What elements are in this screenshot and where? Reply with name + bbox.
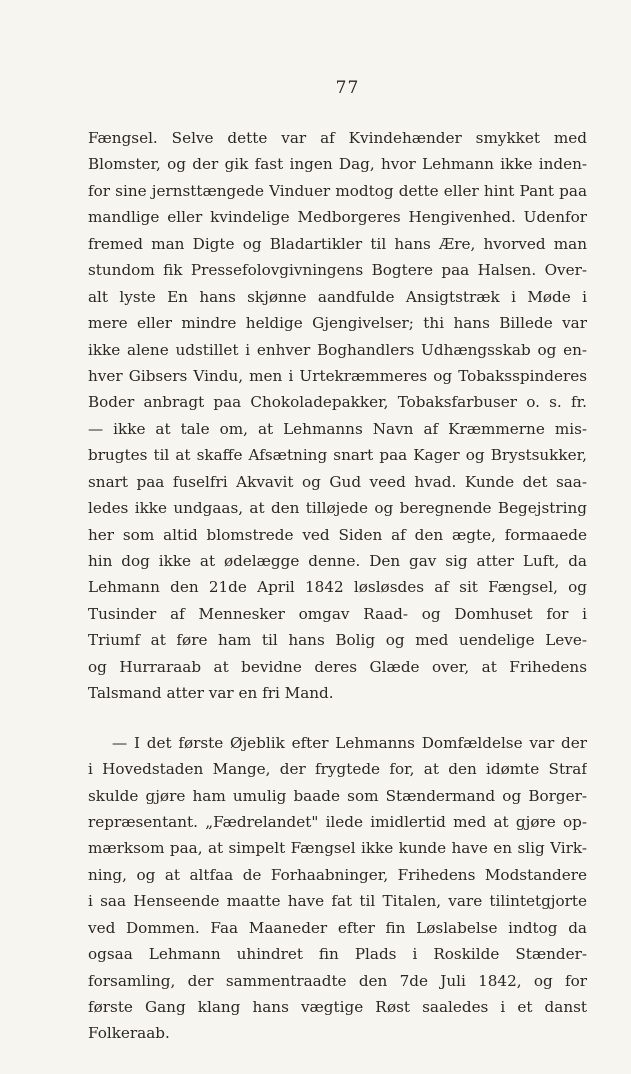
text-line: stundom fik Pressefolovgivningens Bogtere paa Halsen. Over-: [88, 261, 587, 280]
paragraph-2: [88, 730, 587, 1047]
text-line: alt lyste En hans skjønne aandfulde Ansigtstræk i Møde i: [88, 287, 587, 306]
text-line: ikke alene udstillet i enhver Boghandlers Udhængsskab og en-: [88, 340, 587, 359]
text-line: mere eller mindre heldige Gjengivelser; thi hans Billede var: [88, 314, 587, 333]
text-line: Folkeraab.: [88, 1024, 170, 1043]
text-line: Talsmand atter var en fri Mand.: [88, 684, 334, 703]
text-line: Fængsel. Selve dette var af Kvindehænder smykket med: [88, 129, 587, 147]
text-line: Boder anbragt paa Chokoladepakker, Tobaksfarbuser o. s. fr.: [88, 393, 587, 412]
text-line: Tusinder af Mennesker omgav Raad- og Domhuset for i: [88, 604, 587, 623]
text-line: Triumf at føre ham til hans Bolig og med uendelige Leve-: [88, 631, 587, 650]
text-line: fremed man Digte og Bladartikler til hans Ære, hvorved man: [88, 234, 587, 253]
page-number: 77: [335, 78, 360, 98]
text-line: hver Gibsers Vindu, men i Urtekræmmeres og Tobaksspinderes: [88, 366, 587, 385]
paragraph-gap: [88, 707, 587, 730]
text-line: forsamling, der sammentraadte den 7de Juli 1842, og for: [88, 971, 587, 990]
text-line: repræsentant. „Fædrelandet" ilede imidlertid med at gjøre op-: [88, 812, 587, 831]
paragraph-1: [88, 125, 587, 707]
text-line: og Hurraraab at bevidne deres Glæde over, at Frihedens: [88, 657, 587, 676]
text-line: ledes ikke undgaas, at den tilløjede og beregnende Begejstring: [88, 499, 587, 518]
text-line: i saa Henseende maatte have fat til Titalen, vare tilintetgjorte: [88, 892, 587, 911]
text-line: brugtes til at skaffe Afsætning snart paa Kager og Brystsukker,: [88, 446, 587, 465]
text-line: hin dog ikke at ødelægge denne. Den gav sig atter Luft, da: [88, 552, 587, 570]
text-line: Lehmann den 21de April 1842 løsløsdes af sit Fængsel, og: [88, 578, 587, 597]
text-line: mærksom paa, at simpelt Fængsel ikke kunde have en slig Virk-: [88, 839, 587, 858]
text-line: snart paa fuselfri Akvavit og Gud veed hvad. Kunde det saa-: [88, 472, 587, 491]
text-line: første Gang klang hans vægtige Røst saaledes i et danst: [88, 998, 587, 1016]
text-line: ogsaa Lehmann uhindret fin Plads i Roskilde Stænder-: [88, 945, 587, 964]
text-line: i Hovedstaden Mange, der frygtede for, at den idømte Straf: [88, 760, 587, 779]
text-line: for sine jernsttængede Vinduer modtog dette eller hint Pant paa: [88, 181, 587, 200]
text-line: mandlige eller kvindelige Medborgeres Hengivenhed. Udenfor: [88, 208, 587, 227]
text-line: skulde gjøre ham umulig baade som Stændermand og Borger-: [88, 786, 587, 805]
text-line: — I det første Øjeblik efter Lehmanns Domfældelse var der: [112, 733, 587, 752]
text-line: her som altid blomstrede ved Siden af den ægte, formaaede: [88, 525, 587, 544]
text-line: — ikke at tale om, at Lehmanns Navn af Kræmmerne mis-: [88, 419, 587, 438]
text-line: Blomster, og der gik fast ingen Dag, hvor Lehmann ikke inden-: [88, 155, 587, 174]
text-line: ved Dommen. Faa Maaneder efter fin Løslabelse indtog da: [88, 918, 587, 937]
text-line: ning, og at altfaa de Forhaabninger, Frihedens Modstandere: [88, 865, 587, 884]
